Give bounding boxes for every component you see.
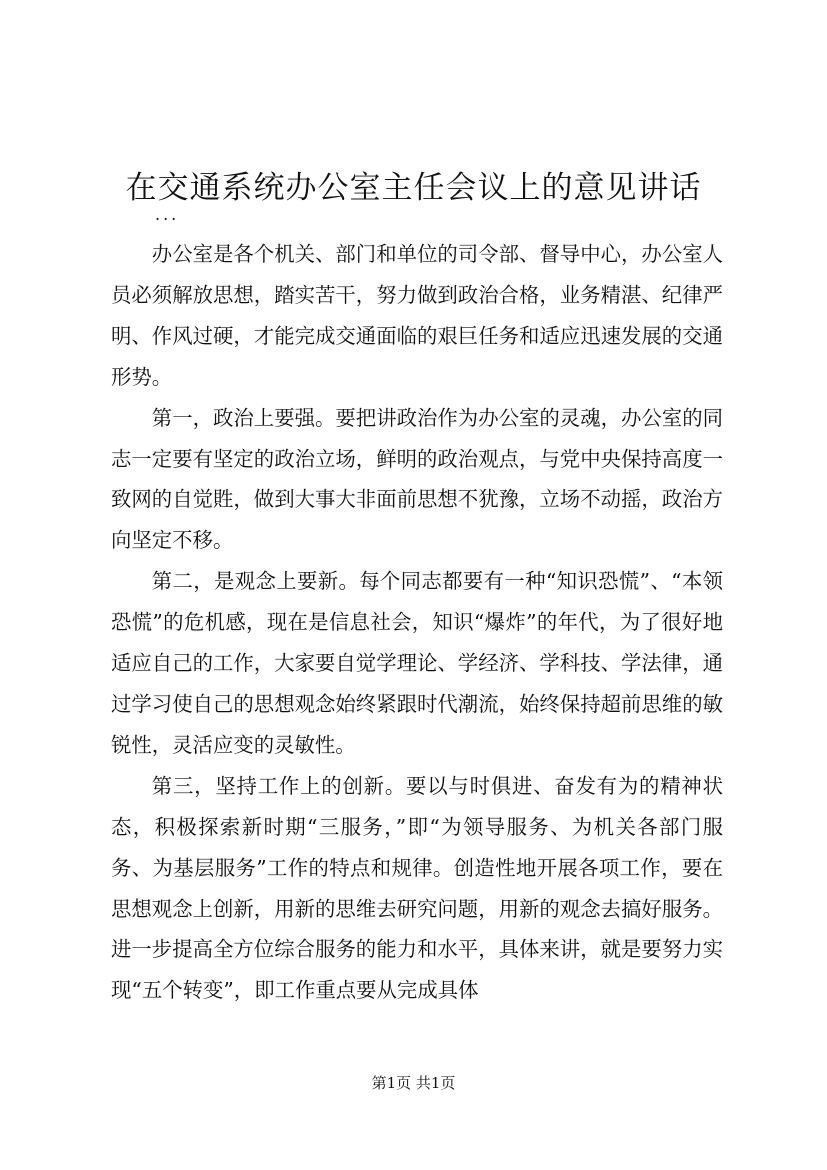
page-number-footer: 第1页 共1页 <box>371 1074 456 1092</box>
paragraph-first-point: 第一，政治上要强。要把讲政治作为办公室的灵魂，办公室的同志一定要有坚定的政治立场，鲜明的政治观点，与党中央保持高度一致网的自觉貹，做到大事大非面前思想不犹豫，立场不动摇，政治方向坚定不移。 <box>111 405 723 553</box>
ellipsis-text: ... <box>155 205 180 224</box>
document-title: 在交通系统办公室主任会议上的意见讲话 <box>125 169 702 206</box>
paragraph-intro: 办公室是各个机关、部门和单位的司令部、督导中心，办公室人员必须解放思想，踏实苦干，努力做到政治合格，业务精湛、纪律严明、作风过硬，才能完成交通面临的艰巨任务和适应迅速发展的交通形势。 <box>111 242 723 389</box>
paragraph-second-point: 第二，是观念上要新。每个同志都要有一种“知识恐慌”、“本领恐慌”的危机感，现在是信息社会，知识“爆炸”的年代，为了很好地适应自己的工作，大家要自觉学理论、学经济、学科技、学法律，通过学习使自己的思想观念始终紧跟时代潮流，始终保持超前思维的敏锐性，灵活应变的灵敏性。 <box>111 569 723 757</box>
document-body <box>111 234 723 1011</box>
paragraph-third-point: 第三，坚持工作上的创新。要以与时俱进、奋发有为的精神状态，积极探索新时期“三服务，”即“为领导服务、为机关各部门服务、为基层服务”工作的特点和规律。创造性地开展各项工作，要在思想观念上创新，用新的思维去研究问题，用新的观念去搞好服务。进一步提高全方位综合服务的能力和水平，具体来讲，就是要努力实现“五个转变”，即工作重点要从完成具体 <box>111 773 723 1003</box>
